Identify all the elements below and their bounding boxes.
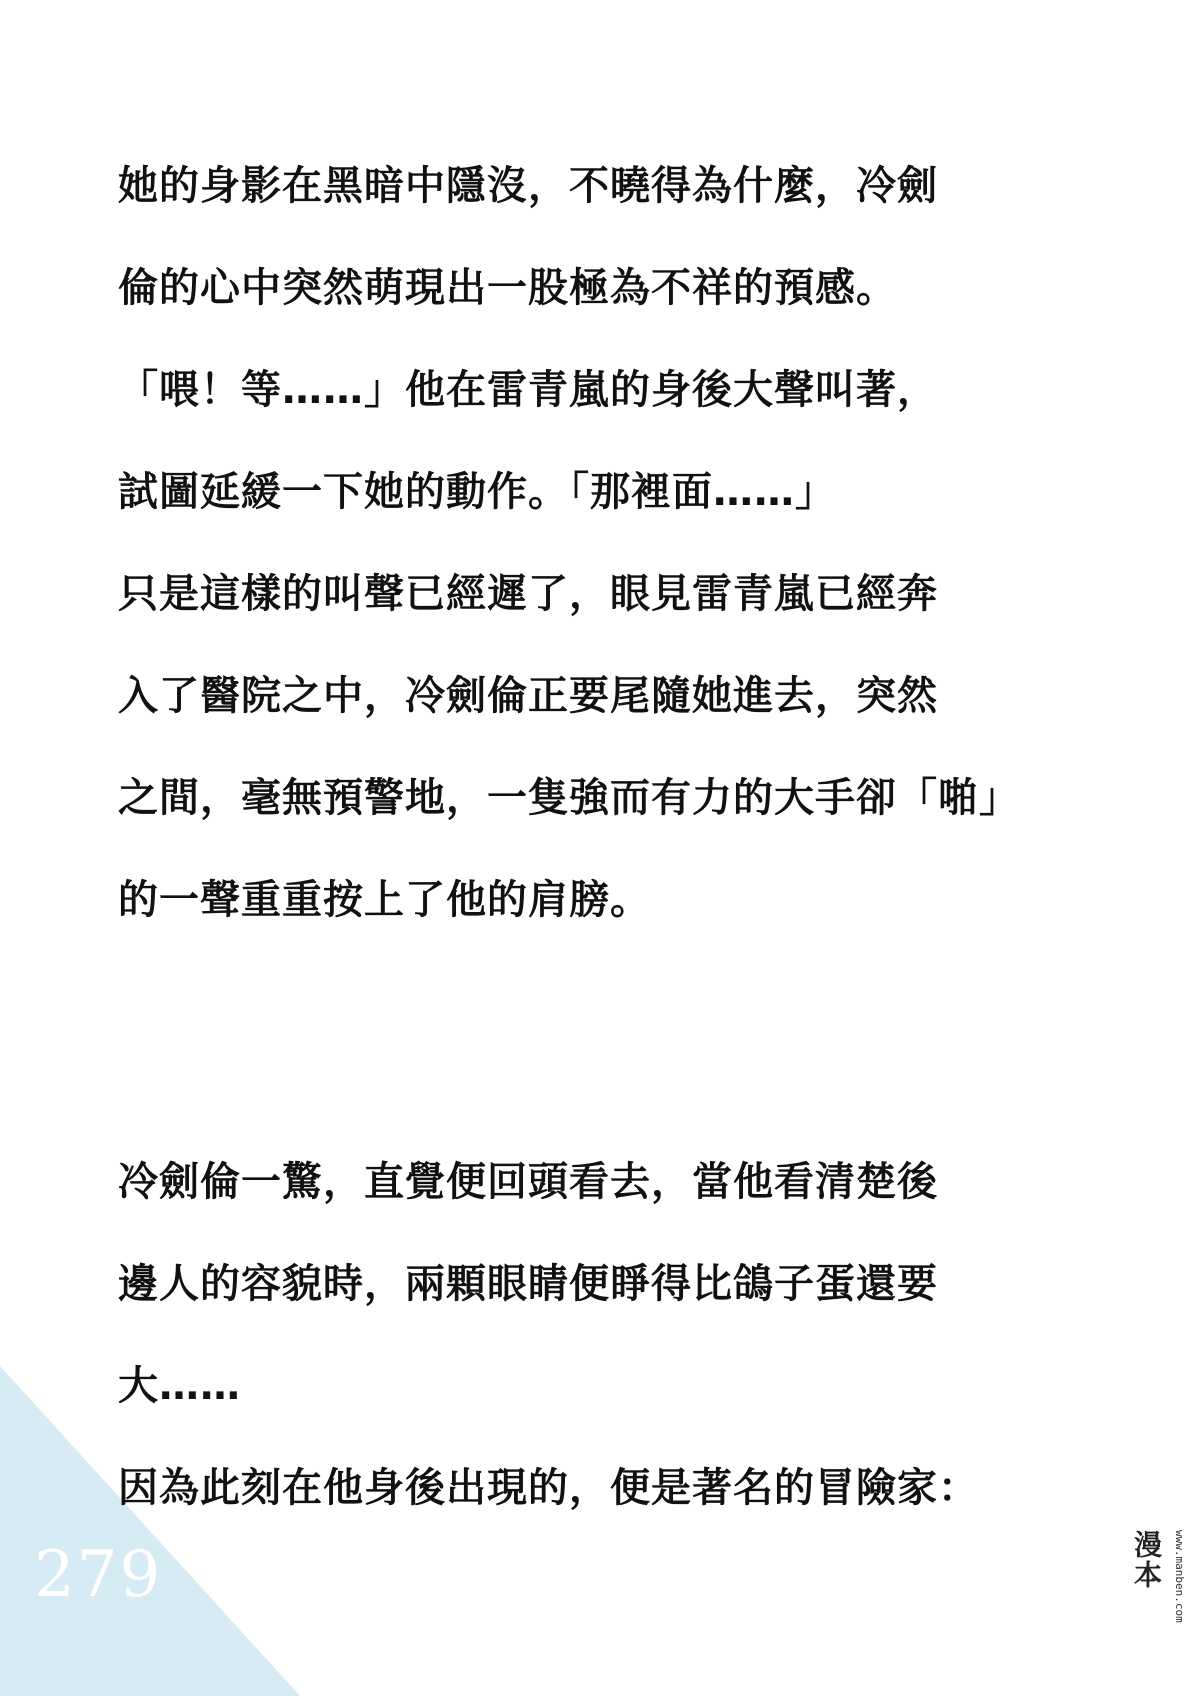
text-line: 只是這樣的叫聲已經遲了，眼見雷青嵐已經奔 bbox=[118, 571, 938, 617]
text-line: 試圖延緩一下她的動作。「那裡面……」 bbox=[118, 469, 836, 515]
text-line: 之間，毫無預警地，一隻強而有力的大手卻「啪」 bbox=[118, 775, 1020, 821]
text-line: 她的身影在黑暗中隱沒，不曉得為什麼，冷劍 bbox=[118, 163, 938, 209]
text-line: 入了醫院之中，冷劍倫正要尾隨她進去，突然 bbox=[118, 673, 938, 719]
text-line: 邊人的容貌時，兩顆眼睛便睜得比鴿子蛋還要 bbox=[118, 1261, 938, 1307]
text-line: 冷劍倫一驚，直覺便回頭看去，當他看清楚後 bbox=[118, 1159, 938, 1205]
text-line: 「喂！等……」他在雷青嵐的身後大聲叫著， bbox=[118, 367, 938, 413]
watermark-url: www.manben.com bbox=[1173, 1530, 1186, 1623]
text-line: 倫的心中突然萌現出一股極為不祥的預感。 bbox=[118, 265, 897, 311]
page-number: 279 bbox=[34, 1538, 163, 1612]
text-line: 大…… bbox=[118, 1363, 241, 1409]
watermark-logo bbox=[1122, 1530, 1186, 1680]
text-line: 因為此刻在他身後出現的，便是著名的冒險家： bbox=[118, 1465, 979, 1511]
corner-decoration bbox=[0, 1366, 300, 1696]
watermark-logo-text: 漫本 bbox=[1130, 1530, 1163, 1590]
text-line: 的一聲重重按上了他的肩膀。 bbox=[118, 877, 651, 923]
